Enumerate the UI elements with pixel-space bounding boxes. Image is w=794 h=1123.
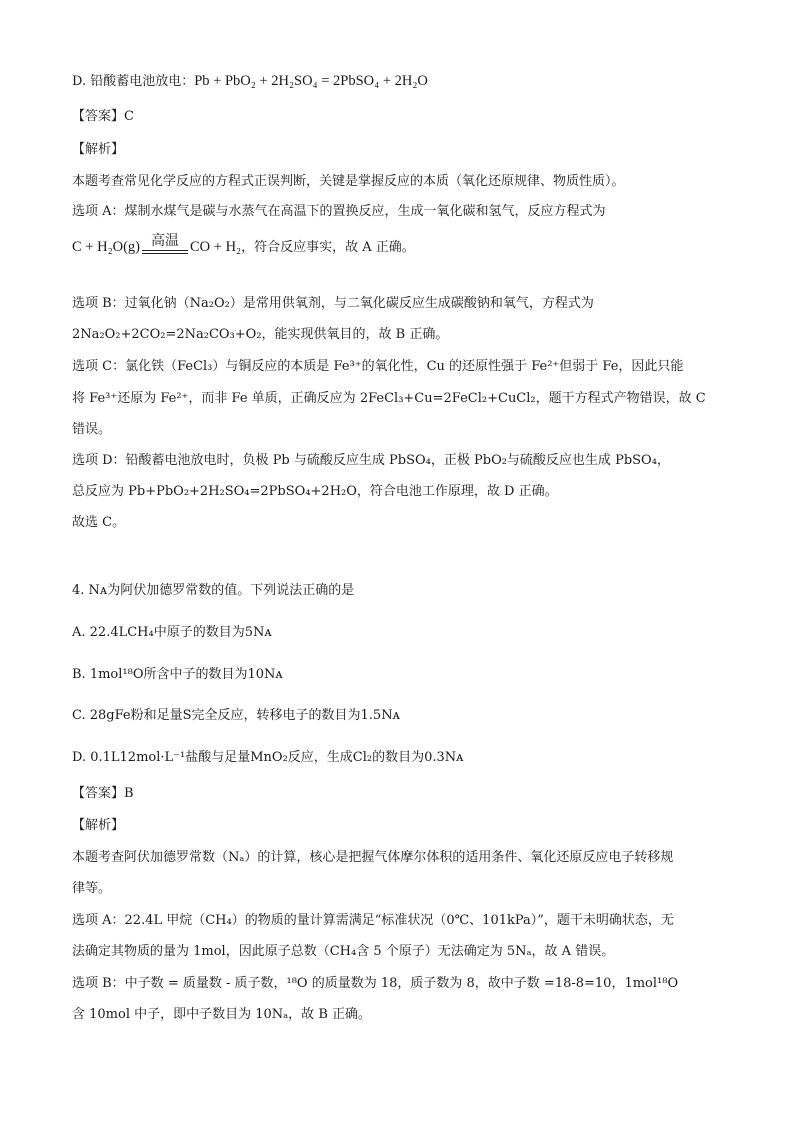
eq-left: C + H₂O(g) <box>72 239 141 255</box>
eq-right: CO + H₂ <box>190 239 242 255</box>
q4-intro-line2: 律等。 <box>72 881 112 896</box>
q4-b-line2: 含 10mol 中子，即中子数目为 10Nₐ，故 B 正确。 <box>72 1007 372 1022</box>
q3-option-d-prefix: D. 铅酸蓄电池放电： <box>72 74 195 89</box>
q3-answer <box>72 108 134 126</box>
eq-line-top <box>142 250 188 251</box>
q3-option-d-equation: Pb + PbO₂ + 2H₂SO₄ = 2PbSO₄ + 2H₂O <box>194 73 428 89</box>
analysis-label-text: 【解析】 <box>72 142 125 157</box>
q4-option-b: B. 1mol¹⁸O所含中子的数目为10Nᴀ <box>72 667 283 682</box>
analysis-label-text: 【解析】 <box>72 818 125 833</box>
q4-a-line1: 选项 A：22.4L 甲烷（CH₄）的物质的量计算需满足“标准状况（0℃、101kPa）”，题干未明确状态，无 <box>72 913 674 928</box>
answer-value: B <box>124 786 134 801</box>
q4-answer <box>72 785 134 803</box>
q3-c-line3: 错误。 <box>72 422 112 437</box>
eq-line-bottom <box>142 253 188 254</box>
q4-option-c: C. 28gFe粉和足量S完全反应，转移电子的数目为1.5Nᴀ <box>72 708 400 723</box>
q3-option-d <box>72 72 428 91</box>
q3-b-line1: 选项 B：过氧化钠（Na₂O₂）是常用供氧剂，与二氧化碳反应生成碳酸钠和氧气，方程式为 <box>72 296 594 311</box>
q3-b-line2: 2Na₂O₂+2CO₂=2Na₂CO₃+O₂，能实现供氧目的，故 B 正确。 <box>72 327 449 342</box>
q4-stem: 4. Nᴀ为阿伏加德罗常数的值。下列说法正确的是 <box>72 583 355 598</box>
q4-a-line2: 法确定其物质的量为 1mol，因此原子总数（CH₄含 5 个原子）无法确定为 5Nₐ，故 A 错误。 <box>72 944 615 959</box>
q3-intro: 本题考查常见化学反应的方程式正误判断，关键是掌握反应的本质（氧化还原规律、物质性质）。 <box>72 174 625 189</box>
q4-option-a: A. 22.4LCH₄中原子的数目为5Nᴀ <box>72 625 272 640</box>
answer-label: 【答案】 <box>72 109 125 124</box>
eq-condition <box>142 233 188 254</box>
q4-analysis-label <box>72 817 124 835</box>
q3-c-line1: 选项 C：氯化铁（FeCl₃）与铜反应的本质是 Fe³⁺的氧化性，Cu 的还原性强于 Fe²⁺但弱于 Fe，因此只能 <box>72 359 684 374</box>
answer-value: C <box>124 109 134 124</box>
q4-intro-line1: 本题考查阿伏加德罗常数（Nₐ）的计算，核心是把握气体摩尔体积的适用条件、氧化还原反应电子转移规 <box>72 850 674 865</box>
q3-d-line1: 选项 D：铅酸蓄电池放电时，负极 Pb 与硫酸反应生成 PbSO₄，正极 PbO₂与硫酸反应也生成 PbSO₄， <box>72 453 670 468</box>
q3-a-equation <box>72 233 415 258</box>
eq-tail: ，符合反应事实，故 A 正确。 <box>241 240 415 255</box>
q4-b-line1: 选项 B：中子数 = 质量数 - 质子数，¹⁸O 的质量数为 18，质子数为 8，故中子数 =18-8=10，1mol¹⁸O <box>72 976 679 991</box>
q3-analysis-label <box>72 141 124 159</box>
eq-condition-text: 高温 <box>151 233 180 249</box>
answer-label: 【答案】 <box>72 786 125 801</box>
q3-a-line1: 选项 A：煤制水煤气是碳与水蒸气在高温下的置换反应，生成一氧化碳和氢气，反应方程式为 <box>72 204 606 219</box>
q4-option-d: D. 0.1L12mol·L⁻¹盐酸与足量MnO₂反应，生成Cl₂的数目为0.3Nᴀ <box>72 750 464 765</box>
q3-d-line2: 总反应为 Pb+PbO₂+2H₂SO₄=2PbSO₄+2H₂O，符合电池工作原理，故 D 正确。 <box>72 484 558 499</box>
q3-c-line2: 将 Fe³⁺还原为 Fe²⁺，而非 Fe 单质，正确反应为 2FeCl₃+Cu=2FeCl₂+CuCl₂，题干方程式产物错误，故 C <box>72 391 706 406</box>
q3-conclusion: 故选 C。 <box>72 515 126 530</box>
